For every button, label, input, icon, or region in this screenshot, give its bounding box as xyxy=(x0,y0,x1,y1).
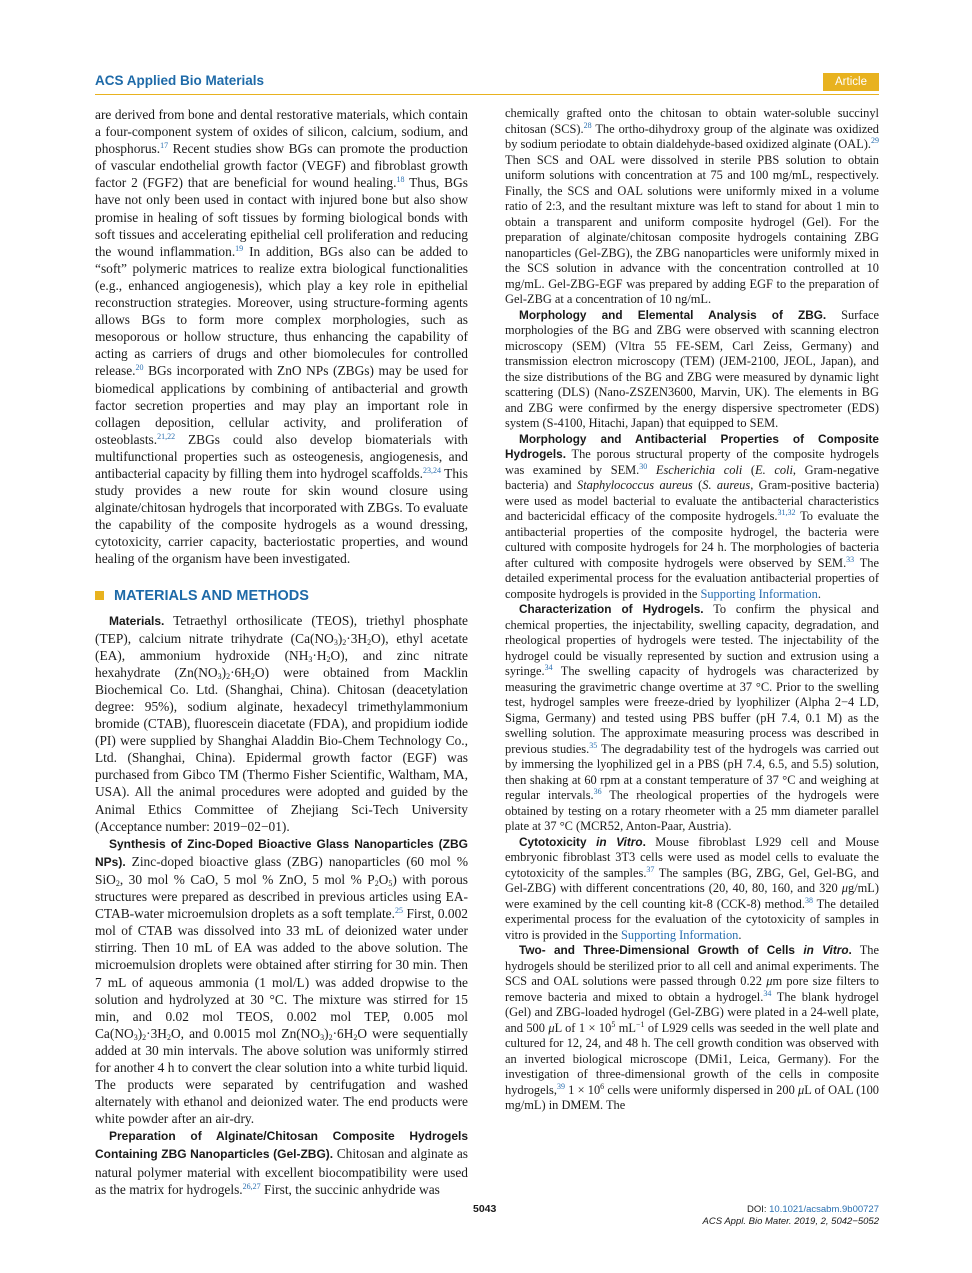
ref-link[interactable]: 38 xyxy=(804,895,813,905)
cytotoxicity-paragraph: Cytotoxicity in Vitro. Mouse fibroblast L929 cell and Mouse embryonic fibroblast 3T3 cells were used as model cells to evaluate the cytotoxicity of the samples.$^{37}$ The samples (BG, ZBG, Gel, Gel-BG, and Gel-ZBG) with different concentrations (20, 40, 80, 160, and 320 μg/mL) were examined by the cell counting kit-8 (CCK-8) method.$^{38}$ The detailed experimental process for the evaluation of the cytotoxicity of samples in vitro is provided in the Supporting Information. xyxy=(505,834,879,942)
preparation-continued-paragraph: chemically grafted onto the chitosan to obtain water-soluble succinyl chitosan (SCS).$^{28}$ The ortho-dihydroxy group of the alginate was oxidized by sodium periodate to obtain dialdehyde-based oxidized alginate (OAL).$^{29}$ Then SCS and OAL were dissolved in sterile PBS solution to obtain uniform solutions with concentration at 75 and 100 mg/mL, respectively. Finally, the SCS and OAL solutions were uniformly mixed in a volume ratio of 2:3, and the resultant mixture was left to stand for about 1 min to obtain a transparent and uniform composite hydrogel (Gel). For the preparation of alginate/chitosan composite hydrogels containing ZBG nanoparticles (Gel-ZBG), the ZBG nanoparticles were uniformly mixed in the SCS solution in advance with the concentration controlled at 10 mg/mL. Gel-ZBG-EGF was prepared by adding EGF to the preparation of Gel-ZBG at a concentration of 10 ng/mL. xyxy=(505,106,879,306)
ref-link[interactable]: 31,32 xyxy=(777,508,796,517)
supporting-information-link[interactable]: Supporting Information xyxy=(620,927,739,942)
ref-link[interactable]: 19 xyxy=(235,243,244,253)
supporting-information-link[interactable]: Supporting Information xyxy=(700,586,818,601)
ref-link[interactable]: 28 xyxy=(583,120,592,130)
intro-paragraph: are derived from bone and dental restorative materials, which contain a four-component system of oxides of silicon, calcium, sodium, and phosphorus.$^{17}$ Recent studies show BGs can promote the production of vascular endothelial growth factor (VEGF) and fibroblast growth factor 2 (FGF2) that are beneficial for wound healing.$^{18}$ Thus, BGs have not only been used in contact with injured bone but also show promise in healing of soft tissues by forming biological bonds with soft tissues and accelerating epithelial cell proliferation and reducing the wound inflammation.$^{19}$ In addition, BGs also can be added to “soft” polymeric matrices to realize extra biological functionalities (e.g., enhanced angiogenesis), which play a key role in epithelial reconstruction strategies. Moreover, using structure-forming agents allows BGs to form more complex morphologies, such as mesoporous or hollow structure, thus enhancing the capability of acting as carriers of drugs and other biomolecules for controlled release.$^{20}$ BGs incorporated with ZnO NPs (ZBGs) may be used for biomedical applications by combining of antibacterial and growth factor secretion properties and may play an important role in collagen deposition, cellular activity, and proliferation of osteoblasts.$^{21,22}$ ZBGs could also develop biomaterials with multifunctional properties such as osteogenesis, angiogenesis, and antibacterial capacity by filling them into hydrogel scaffolds.$^{23,24}$ This study provides a new route for skin wound closure using alginate/chitosan hydrogels that incorporated with ZBGs. To evaluate the capability of the composite hydrogels as a wound dressing, cytotoxicity, carrier capacity, bacteriostatic properties, and wound healing of the organism have been investigated. xyxy=(95,107,468,567)
journal-title[interactable]: ACS Applied Bio Materials xyxy=(95,73,265,88)
page-header xyxy=(95,73,879,93)
morphology-paragraph: Morphology and Elemental Analysis of ZBG. Surface morphologies of the BG and ZBG were observed with scanning electron microscopy (SEM) (Vltra 55 FE-SEM, Carl Zeiss, Germany) and transmission electron microscopy (TEM) (JEM-2100, JEOL, Japan), and the size distributions of the BG and ZBG were measured by dynamic light scattering (DLS) (Nano-ZSZEN3600, Marvin, UK). The elements in BG and ZBG were confirmed by the energy dispersive spectrometer (EDS) system (S-4100, Hitachi, Japan) that equipped to SEM. xyxy=(505,307,880,430)
subheading: Morphology and Antibacterial Properties of Composite Hydrogels. xyxy=(505,431,879,461)
ref-link[interactable]: 29 xyxy=(871,136,879,145)
section-heading-methods: MATERIALS AND METHODS xyxy=(95,588,468,604)
subheading: Cytotoxicity in Vitro. xyxy=(519,834,646,849)
section-square-icon xyxy=(95,591,104,600)
citation-text: ACS Appl. Bio Mater. 2019, 2, 5042−5052 xyxy=(702,1216,879,1227)
right-column xyxy=(505,106,879,1114)
ref-link[interactable]: 23,24 xyxy=(422,465,441,475)
article-type-badge: Article xyxy=(823,73,879,91)
left-column xyxy=(95,106,468,1198)
subheading: Two- and Three-Dimensional Growth of Cells in Vitro. xyxy=(519,943,852,957)
ref-link[interactable]: 33 xyxy=(846,554,855,564)
ref-link[interactable]: 30 xyxy=(639,461,648,471)
footer-citation: DOI: 10.1021/acsabm.9b00727 ACS Appl. Bio Mater. 2019, 2, 5042−5052 xyxy=(702,1204,879,1227)
subheading: Preparation of Alginate/Chitosan Composite Hydrogels Containing ZBG Nanoparticles (Gel-ZBG). xyxy=(95,1129,468,1162)
ref-link[interactable]: 18 xyxy=(396,175,405,185)
ref-link[interactable]: 36 xyxy=(593,787,602,796)
subheading: Characterization of Hydrogels. xyxy=(519,602,704,616)
materials-paragraph: Materials. Tetraethyl orthosilicate (TEOS), triethyl phosphate (TEP), calcium nitrate trihydrate $(Ca(NO_3)_2\cdot 3H_2O)$, ethyl acetate (EA), ammonium hydroxide $(NH_3\cdot H_2O)$, and zinc nitrate hexahydrate $(Zn(NO_3)_2\cdot 6H_2O)$ were obtained from Macklin Biochemical Co. Ltd. (Shanghai, China). Chitosan (deacetylation degree: 95%), sodium alginate, hexadecyl trimethylammonium bromide (CTAB), fluorescein diacetate (FDA), and propidium iodide (PI) were supplied by Shanghai Aladdin Bio-Chem Technology Co., Ltd. (Shanghai, China). Epidermal growth factor (EGF) was purchased from Gibco TM (Thermo Fisher Scientific, Waltham, MA, USA). All the animal procedures were adopted and guided by the Animal Ethics Committee of Zhejiang Sci-Tech University (Acceptance number: 2019−02−01). xyxy=(95,612,469,834)
ref-link[interactable]: 35 xyxy=(589,740,598,750)
ref-link[interactable]: 34 xyxy=(763,988,772,998)
ref-link[interactable]: 37 xyxy=(646,864,655,874)
ref-link[interactable]: 25 xyxy=(394,906,403,916)
ref-link[interactable]: 20 xyxy=(135,363,144,373)
synthesis-paragraph: Synthesis of Zinc-Doped Bioactive Glass Nanoparticles (ZBG NPs). Zinc-doped bioactive glass (ZBG) nanoparticles (60 mol % SiO$_2$, 30 mol % CaO, 5 mol % ZnO, 5 mol % $P_2O_5$) with porous structures were prepared as described in previous articles using EA-CTAB-water microemulsion droplets as a soft template.$^{25}$ First, 0.002 mol of CTAB was dissolved into 33 mL of deionized water under stirring. Then 10 mL of EA was added to the above solution. The microemulsion droplets were obtained after stirring for 30 min. Then 7 mL of aqueous ammonia (1 mol/L) was added dropwise to the solution and hydrolyzed at 30 °C. The mixture was stirred for 15 min, and 0.02 mol TEOS, 0.002 mol TEP, 0.005 mol $Ca(NO_3)_2\cdot 3H_2O$, and 0.0015 mol $Zn(NO_3)_2\cdot 6H_2O$ were sequentially added at 30 min intervals. The above solution was uniformly stirred for another 4 h to convert the clear solution into a white turbid liquid. The products were separated by centrifugation and washed alternately with ethanol and deionized water. The end products were white powder after an air-dry. xyxy=(95,836,468,1127)
ref-link[interactable]: 17 xyxy=(160,141,169,151)
ref-link[interactable]: 34 xyxy=(544,663,553,672)
characterization-paragraph: Characterization of Hydrogels. To confirm the physical and chemical properties, the injectability, swelling capacity, degradation, and rheological properties of hydrogels were tested. The injectability of the hydrogel could be visually represented by suction and extrusion using a syringe.$^{34}$ The swelling capacity of hydrogels was characterized by measuring the gravimetric change overtime at 37 °C. Prior to the swelling test, hydrogel samples were freeze-dried by lyophilizer (Alpha 2−4 LD, Sigma, Germany) and tested using PBS buffer (pH 7.4, 0.1 M) as the swelling solution. The approximate measuring process was described in previous studies.$^{35}$ The degradability test of the hydrogels was carried out by immersing the lyophilized gel in a PBS (pH 7.4, 6.5, and 5.5) solution, then shaking at 60 rpm at a constant temperature of 37 °C and weighing at regular intervals.$^{36}$ The rheological properties of the hydrogels were obtained by testing on a rotary rheometer with a 25 mm diameter parallel plate at 37 °C (MCR52, Anton-Paar, Austria). xyxy=(505,602,879,833)
cell-growth-paragraph: Two- and Three-Dimensional Growth of Cells in Vitro. The hydrogels should be sterilized prior to all cell and animal experiments. The SCS and OAL solutions were passed through 0.22 μm pore size filters to remove bacteria and mixed to obtain a hydrogel.$^{34}$ The blank hydrogel (Gel) and ZBG-loaded hydrogel (Gel-ZBG) were plated in a 24-well plate, and 500 μL of $1 \times 10^5$ $mL^{-1}$ of L929 cells was seeded in the well plate and cultured for 12, 24, and 48 h. The cell growth condition was observed with an inverted biological microscope (DMi1, Leica, Germany). For the investigation of three-dimensional growth of the cells in composite hydrogels,$^{39}$ $1 \times 10^6$ cells were uniformly dispersed in 200 μL of OAL (100 mg/mL) in DMEM. The xyxy=(505,943,880,1112)
subheading: Morphology and Elemental Analysis of ZBG. xyxy=(519,307,827,322)
subheading: Materials. xyxy=(109,613,165,628)
ref-link[interactable]: 21,22 xyxy=(157,431,176,441)
page-number: 5043 xyxy=(473,1203,497,1215)
ref-link[interactable]: 39 xyxy=(556,1081,565,1091)
antibacterial-paragraph: Morphology and Antibacterial Properties of Composite Hydrogels. The porous structural property of the composite hydrogels was examined by SEM.$^{30}$ Escherichia coli (E. coli, Gram-negative bacteria) and Staphylococcus aureus (S. aureus, Gram-positive bacteria) were used as model bacterial to evaluate the antibacterial characteristics and bactericidal efficacy of the composite hydrogels.$^{31,32}$ To evaluate the antibacterial properties of the composite hydrogel, the bacteria were cultured with composite hydrogels for 24 h. The morphologies of bacteria after cultured with composite hydrogels were observed by SEM.$^{33}$ The detailed experimental process for the evaluation antibacterial properties of composite hydrogels is provided in the Supporting Information. xyxy=(505,431,879,601)
preparation-paragraph: Preparation of Alginate/Chitosan Composite Hydrogels Containing ZBG Nanoparticles (Gel-ZBG). Chitosan and alginate as natural polymer material with excellent biocompatibility were used as the matrix for hydrogels.$^{26,27}$ First, the succinic anhydride was xyxy=(95,1129,469,1197)
doi-link[interactable]: 10.1021/acsabm.9b00727 xyxy=(769,1204,879,1215)
header-rule xyxy=(95,94,879,95)
subheading: Synthesis of Zinc-Doped Bioactive Glass Nanoparticles (ZBG NPs). xyxy=(95,836,468,869)
ref-link[interactable]: 26,27 xyxy=(242,1181,261,1191)
